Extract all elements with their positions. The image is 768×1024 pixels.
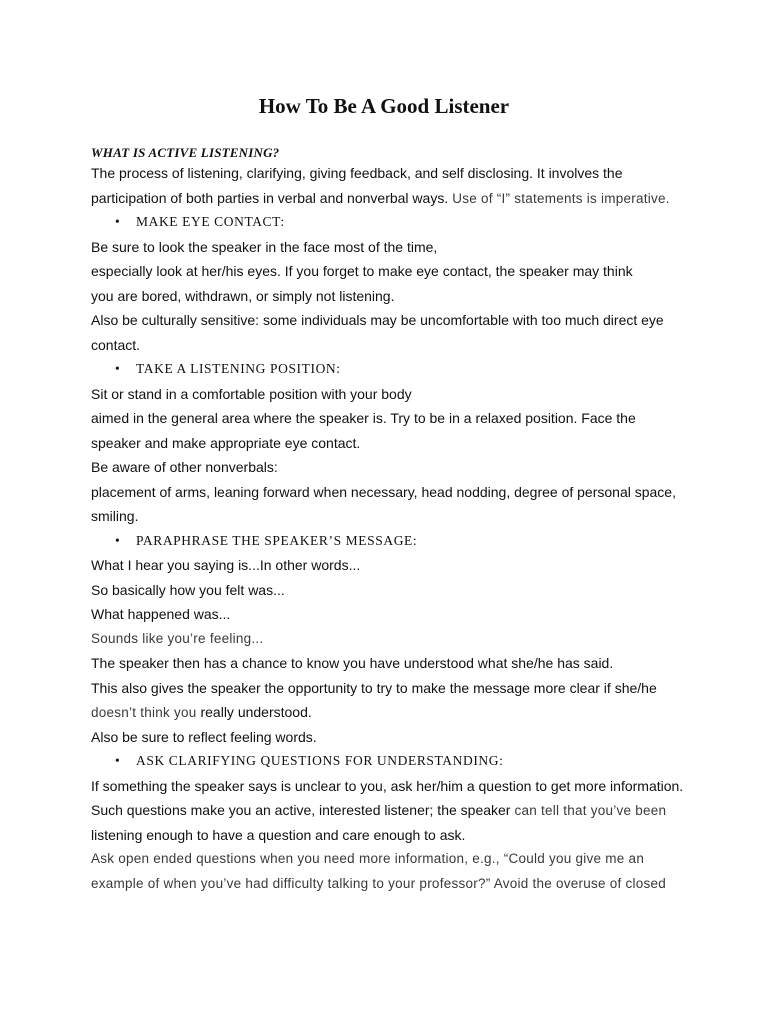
bullet-icon: • [115,361,120,376]
paragraph-line [91,186,691,211]
paragraph-line: Be aware of other nonverbals: [91,459,278,475]
bullet-heading-clarifying-questions [91,749,691,774]
bullet-heading-text: MAKE EYE CONTACT: [136,214,285,229]
paragraph-line: contact. [91,336,141,353]
bullet-heading-text: PARAPHRASE THE SPEAKER’S MESSAGE: [136,532,418,548]
bullet-icon: • [115,532,120,548]
paragraph-line: aimed in the general area where the speaker is. Try to be in a relaxed position. Face the [91,410,636,426]
paragraph-line: If something the speaker says is unclear to you, ask her/him a question to get more information. [91,777,684,794]
paragraph-line: The speaker then has a chance to know you have understood what she/he has said. [91,655,614,671]
bullet-heading-eye-contact [91,210,691,235]
paragraph-line: Ask open ended questions when you need more information, e.g., “Could you give me an [91,851,645,866]
paragraph-line: Sit or stand in a comfortable position with your body [91,385,412,402]
paragraph-line: Be sure to look the speaker in the face most of the time, [91,238,438,255]
paragraph-line: What happened was... [91,606,231,622]
bullet-icon: • [115,753,120,768]
paragraph-line: So basically how you felt was... [91,581,285,598]
paragraph-line: especially look at her/his eyes. If you forget to make eye contact, the speaker may think [91,263,633,279]
paragraph-line [91,700,691,725]
paragraph-line: listening enough to have a question and care enough to ask. [91,826,466,843]
document-body [91,145,691,896]
bullet-icon: • [115,214,120,229]
bullet-heading-text: ASK CLARIFYING QUESTIONS FOR UNDERSTANDING: [136,753,504,768]
paragraph-line: smiling. [91,508,139,524]
section-heading-active-listening: WHAT IS ACTIVE LISTENING? [91,145,280,160]
paragraph-line: This also gives the speaker the opportunity to try to make the message more clear if she/he [91,679,657,696]
paragraph-text: really understood. [196,704,312,720]
paragraph-text: participation of both parties in verbal and nonverbal ways. [91,189,449,206]
bullet-heading-paraphrase [91,529,691,554]
paragraph-line: Sounds like you’re feeling... [91,630,264,646]
paragraph-line: The process of listening, clarifying, giving feedback, and self disclosing. It involves the [91,165,623,181]
paragraph-line [91,798,691,823]
paragraph-line: Also be culturally sensitive: some individuals may be uncomfortable with too much direct eye [91,312,664,328]
paragraph-line: speaker and make appropriate eye contact. [91,434,361,451]
paragraph-text: Use of “I” statements is imperative. [448,190,670,206]
paragraph-line: What I hear you saying is...In other words... [91,557,361,573]
paragraph-line: example of when you’ve had difficulty talking to your professor?” Avoid the overuse of closed [91,875,667,891]
bullet-heading-text: TAKE A LISTENING POSITION: [136,361,341,376]
document-title: How To Be A Good Listener [258,94,510,118]
bullet-heading-listening-position [91,357,691,382]
paragraph-line: placement of arms, leaning forward when necessary, head nodding, degree of personal space, [91,483,676,500]
paragraph-line: Also be sure to reflect feeling words. [91,728,317,745]
paragraph-text: can tell that you’ve been [510,803,667,818]
paragraph-text: doesn’t think you [91,705,197,720]
paragraph-text: Such questions make you an active, interested listener; the speaker [91,802,511,818]
paragraph-line: you are bored, withdrawn, or simply not listening. [91,287,395,304]
